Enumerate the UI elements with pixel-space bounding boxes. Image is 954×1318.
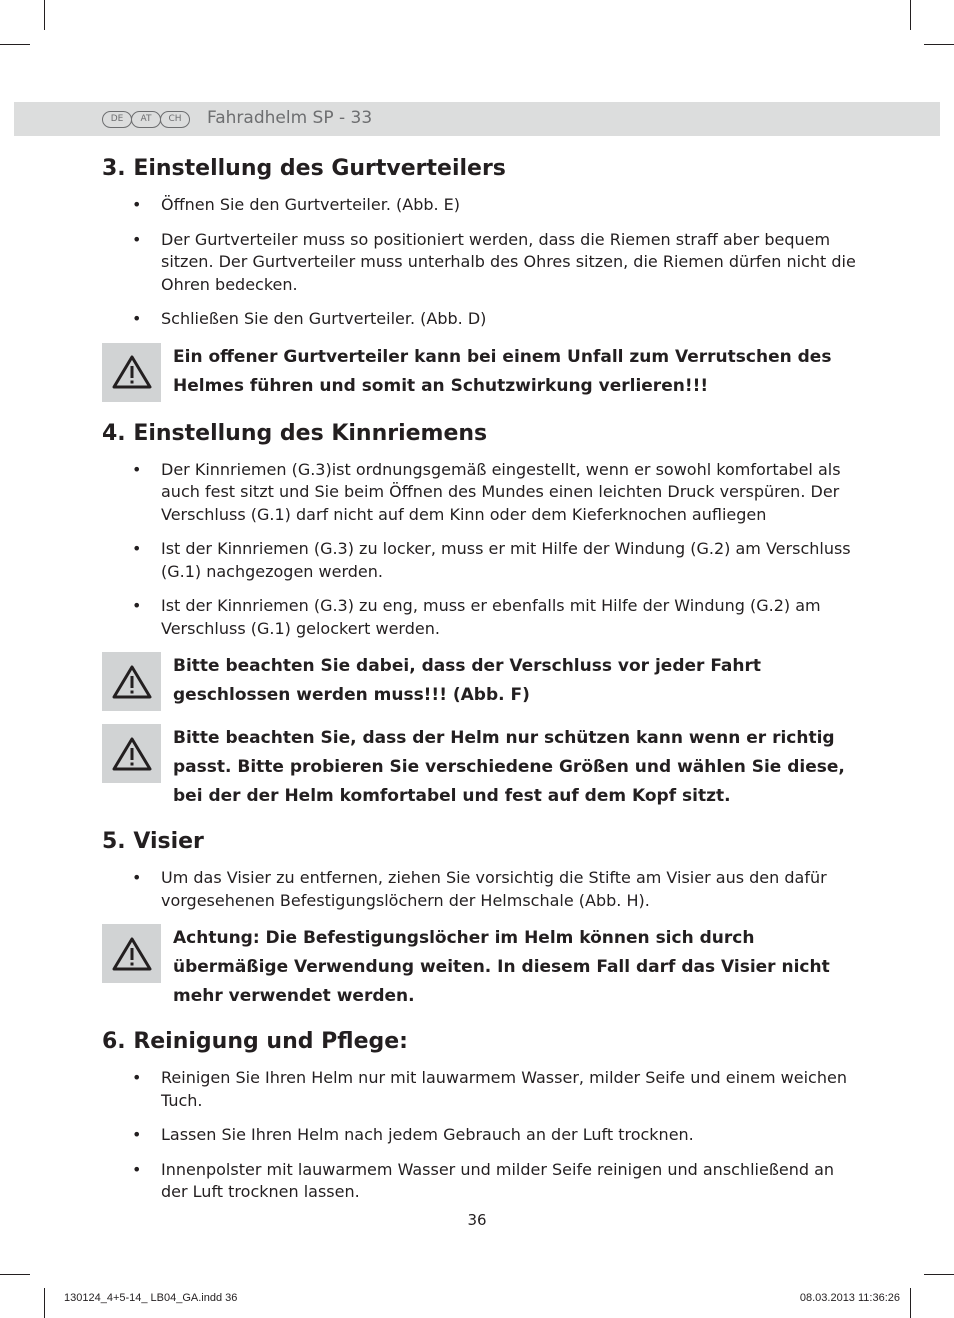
warning-text: Bitte beachten Sie dabei, dass der Verschluss vor jeder Fahrt geschlossen werden muss!!! (Abb. F) xyxy=(173,656,762,705)
bullet: • xyxy=(132,868,142,887)
warning-triangle-icon xyxy=(112,665,152,699)
list-item-text: Der Kinnriemen (G.3)ist ordnungsgemäß eingestellt, wenn er sowohl komfortabel als auch fest sitzt und Sie beim Öffnen des Mundes einen leichten Druck verspüren. Der Verschluss (G.1) darf nicht auf dem Kinn oder dem Kieferknochen aufliegen xyxy=(161,459,841,524)
warning-triangle-icon xyxy=(112,737,152,771)
page-number: 36 xyxy=(467,1211,487,1229)
list-item-text: Innenpolster mit lauwarmem Wasser und milder Seife reinigen und anschließend an der Luft trocknen lassen. xyxy=(161,1159,835,1201)
bullet-list xyxy=(102,1067,862,1204)
section-heading: 5. Visier xyxy=(102,829,204,854)
warning-text: Bitte beachten Sie, dass der Helm nur schützen kann wenn er richtig passt. Bitte probieren Sie verschiedene Größen und wählen Sie diese, bei der der Helm komfortabel und fest auf dem Kopf sitzt. xyxy=(173,728,845,806)
crop-mark xyxy=(910,1288,911,1318)
list-item-text: Lassen Sie Ihren Helm nach jedem Gebrauch an der Luft trocknen. xyxy=(161,1125,694,1144)
crop-mark xyxy=(0,1274,30,1275)
list-item-text: Schließen Sie den Gurtverteiler. (Abb. D) xyxy=(161,309,487,328)
country-badge-de: DE xyxy=(102,111,132,128)
section-heading: 4. Einstellung des Kinnriemens xyxy=(102,420,488,446)
country-badges xyxy=(102,111,189,128)
footer-file-info: 130124_4+5-14_ LB04_GA.indd 36 xyxy=(64,1292,238,1304)
bullet-list xyxy=(102,194,862,331)
crop-mark xyxy=(44,1288,45,1318)
bullet-list xyxy=(102,867,862,912)
bullet: • xyxy=(132,539,142,558)
list-item xyxy=(102,1124,862,1147)
crop-mark xyxy=(44,0,45,30)
warning-notice xyxy=(102,724,862,811)
warning-triangle-icon xyxy=(112,355,152,389)
page-content xyxy=(102,152,862,1208)
crop-mark xyxy=(924,1274,954,1275)
bullet: • xyxy=(132,1159,142,1179)
bullet: • xyxy=(132,1125,142,1144)
footer-timestamp: 08.03.2013 11:36:26 xyxy=(799,1292,900,1304)
list-item xyxy=(102,308,862,331)
section-heading: 3. Einstellung des Gurtverteilers xyxy=(102,156,506,181)
section-heading: 6. Reinigung und Pflege: xyxy=(102,1029,408,1054)
list-item xyxy=(102,538,862,583)
list-item xyxy=(102,1159,862,1204)
country-badge-ch: CH xyxy=(160,111,190,128)
crop-mark xyxy=(910,0,911,30)
warning-icon-box xyxy=(102,724,161,783)
warning-text: Achtung: Die Befestigungslöcher im Helm können sich durch übermäßige Verwendung weiten. In diesem Fall darf das Visier nicht mehr verwendet werden. xyxy=(173,928,830,1006)
bullet: • xyxy=(132,195,142,214)
warning-notice xyxy=(102,924,862,1011)
bullet-list xyxy=(102,459,862,641)
crop-mark xyxy=(0,44,30,45)
bullet: • xyxy=(132,229,142,249)
list-item xyxy=(102,194,862,217)
bullet: • xyxy=(132,459,142,479)
bullet: • xyxy=(132,596,142,615)
crop-mark xyxy=(924,44,954,45)
list-item xyxy=(102,595,862,640)
warning-triangle-icon xyxy=(112,937,152,971)
list-item-text: Ist der Kinnriemen (G.3) zu eng, muss er ebenfalls mit Hilfe der Windung (G.2) am Verschluss (G.1) gelockert werden. xyxy=(161,596,821,638)
warning-notice xyxy=(102,652,862,712)
warning-icon-box xyxy=(102,924,161,983)
warning-text: Ein offener Gurtverteiler kann bei einem Unfall zum Verrutschen des Helmes führen und somit an Schutzwirkung verlieren!!! xyxy=(173,346,832,396)
list-item-text: Um das Visier zu entfernen, ziehen Sie vorsichtig die Stifte am Visier aus den dafür vorgesehenen Befestigungslöchern der Helmschale (Abb. H). xyxy=(161,868,827,910)
list-item-text: Der Gurtverteiler muss so positioniert werden, dass die Riemen straff aber bequem sitzen. Der Gurtverteiler muss unterhalb des Ohres sitzen, die Riemen dürfen nicht die Ohren bedecken. xyxy=(161,229,856,294)
warning-icon-box xyxy=(102,343,161,402)
list-item-text: Öffnen Sie den Gurtverteiler. (Abb. E) xyxy=(161,195,461,214)
list-item xyxy=(102,1067,862,1112)
list-item xyxy=(102,867,862,912)
list-item xyxy=(102,459,862,527)
header-title: Fahradhelm SP - 33 xyxy=(207,108,373,128)
warning-notice xyxy=(102,343,862,403)
bullet: • xyxy=(132,309,142,328)
bullet: • xyxy=(132,1068,142,1087)
list-item xyxy=(102,229,862,297)
header-bar xyxy=(14,102,940,136)
list-item-text: Reinigen Sie Ihren Helm nur mit lauwarmem Wasser, milder Seife und einem weichen Tuch. xyxy=(161,1068,847,1110)
list-item-text: Ist der Kinnriemen (G.3) zu locker, muss er mit Hilfe der Windung (G.2) am Verschluss (G.1) nachgezogen werden. xyxy=(161,539,851,581)
country-badge-at: AT xyxy=(131,111,161,128)
warning-icon-box xyxy=(102,652,161,711)
